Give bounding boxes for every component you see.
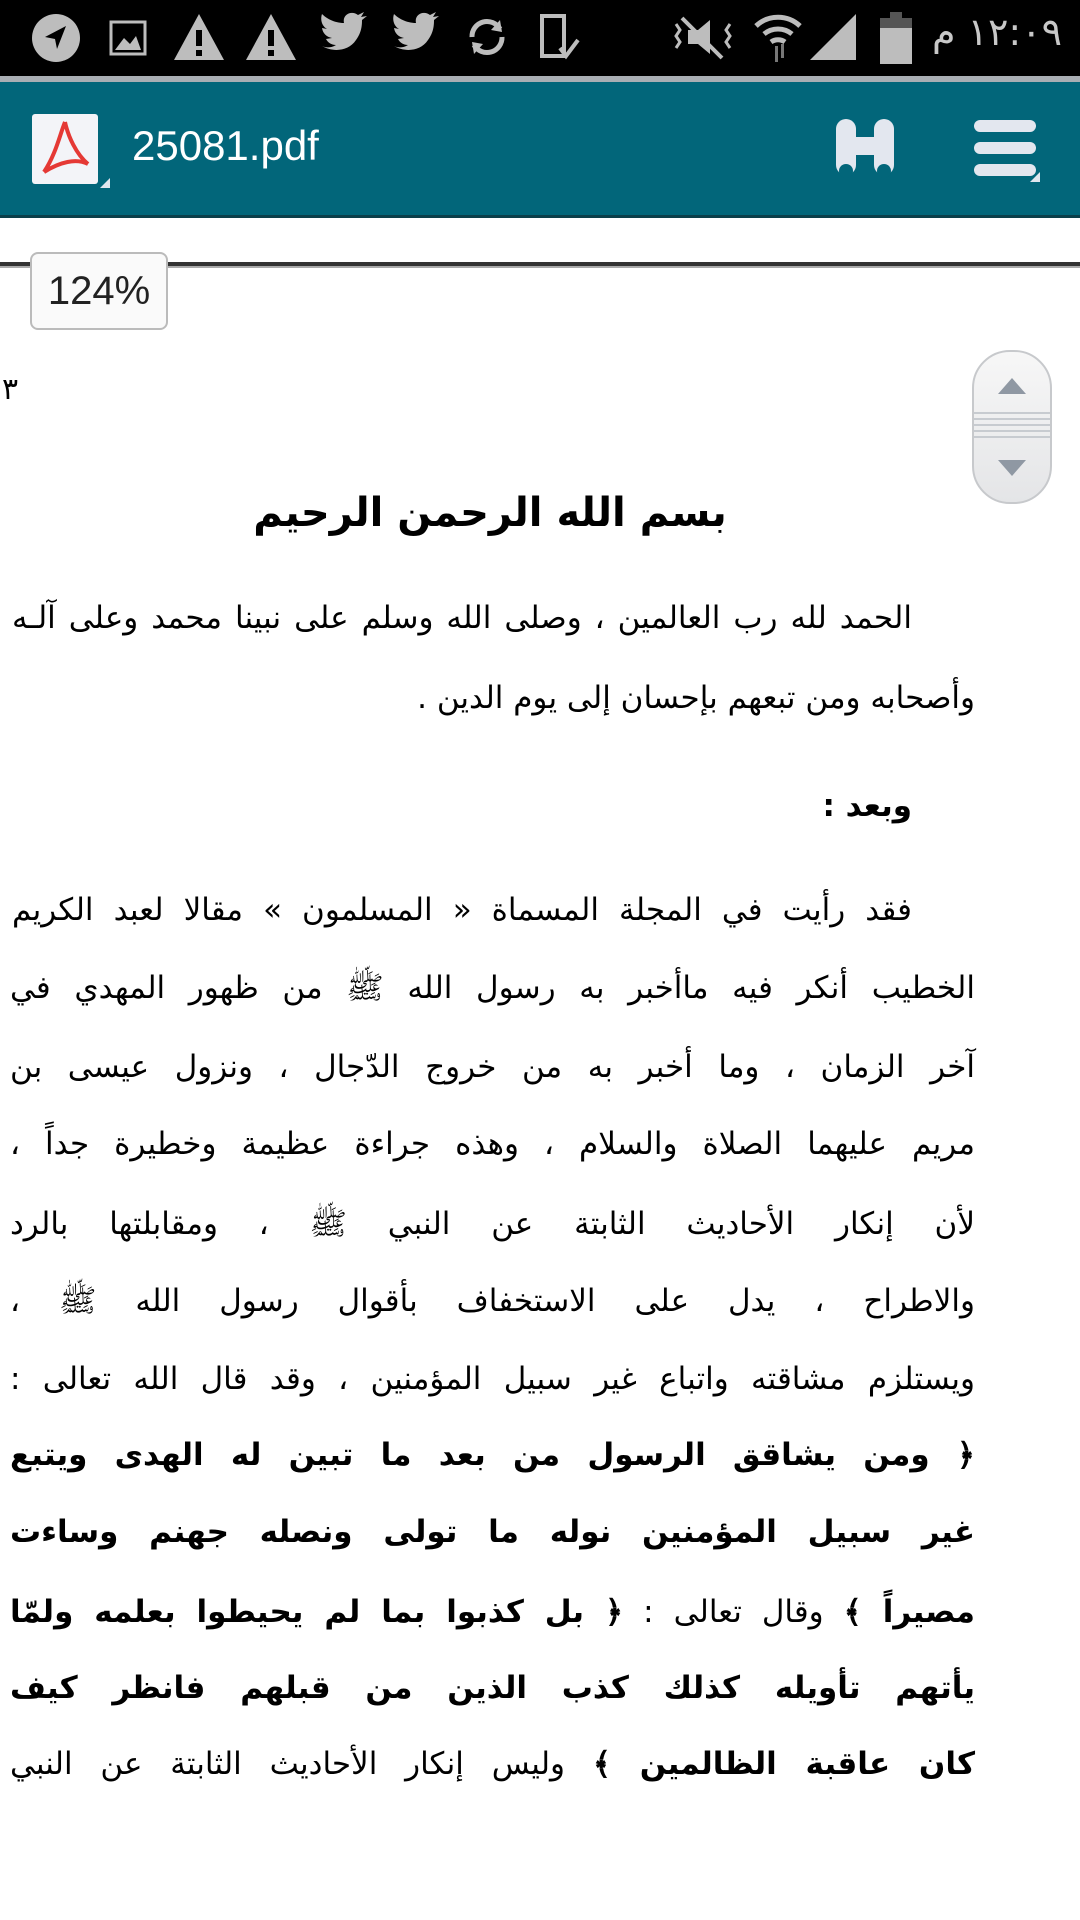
scroll-down-icon[interactable]: [998, 460, 1026, 476]
twitter-icon: [390, 12, 440, 62]
text-line: [10, 1514, 975, 1550]
document-heading: بسم الله الرحمن الرحيم: [253, 490, 727, 536]
text-segment: كان عاقبة الظالمين ﴾: [592, 1746, 975, 1782]
text-line: [12, 892, 912, 928]
menu-icon[interactable]: [974, 120, 1036, 186]
file-title: 25081.pdf: [132, 122, 319, 169]
text-segment: لأن إنكار الأحاديث الثابتة عن النبي ﷺ ، ومقابلتها بالرد: [10, 1206, 975, 1242]
text-segment: ﴿ بل كذبوا بما لم يحيطوا بعلمه ولمّا: [10, 1594, 624, 1630]
text-line: [10, 1126, 975, 1162]
text-line: [10, 1282, 975, 1327]
text-line: [10, 969, 975, 1014]
signal-icon: [808, 12, 860, 62]
text-line: [10, 1594, 975, 1630]
page-number: ٣: [2, 372, 19, 407]
text-line: [10, 1437, 975, 1473]
navigation-icon: [30, 12, 82, 62]
sync-icon: [462, 12, 512, 62]
vibrate-mute-icon: [672, 12, 736, 62]
device-check-icon: [538, 12, 582, 62]
warning-icon: [172, 12, 226, 62]
page-scroll-control[interactable]: [972, 350, 1052, 504]
scroll-up-icon[interactable]: [998, 378, 1026, 394]
pdf-file-icon[interactable]: [32, 114, 98, 184]
text-segment: وقال تعالى :: [623, 1594, 844, 1630]
text-line: [10, 1746, 975, 1782]
zoom-level-indicator[interactable]: 124%: [30, 252, 168, 330]
warning-icon: [244, 12, 298, 62]
text-segment: مصيراً ﴾: [843, 1594, 975, 1630]
text-segment: الخطيب أنكر فيه ماأخبر به رسول الله ﷺ من ظهور المهدي في: [10, 970, 975, 1006]
text-line: [10, 1205, 975, 1250]
wifi-icon: [752, 12, 804, 62]
text-segment: ويستلزم مشاقته واتباع غير سبيل المؤمنين ، وقد قال الله تعالى :: [10, 1361, 975, 1397]
twitter-icon: [318, 12, 368, 62]
text-segment: وأصحابه ومن تبعهم بإحسان إلى يوم الدين .: [417, 680, 975, 716]
text-line: [12, 600, 912, 636]
battery-icon: [878, 12, 914, 62]
text-segment: مريم عليهما الصلاة والسلام ، وهذه جراءة عظيمة وخطيرة جداً ،: [10, 1126, 975, 1162]
text-line: [12, 788, 912, 824]
text-segment: غير سبيل المؤمنين نوله ما تولى ونصله جهنم وساءت: [10, 1514, 975, 1550]
text-segment: فقد رأيت في المجلة المسماة « المسلمون » مقالا لعبد الكريم: [12, 892, 912, 928]
text-segment: وبعد :: [822, 788, 912, 824]
text-line: [10, 1670, 975, 1706]
clock: ١٢:٠٩ م: [931, 10, 1062, 54]
text-line: [10, 1361, 975, 1397]
text-segment: وليس إنكار الأحاديث الثابتة عن النبي: [10, 1746, 593, 1782]
dropdown-corner-icon: [100, 178, 110, 188]
text-segment: الحمد لله رب العالمين ، وصلى الله وسلم على نبينا محمد وعلى آلـه: [12, 600, 912, 636]
app-bar: [0, 82, 1080, 218]
search-binoculars-icon[interactable]: [834, 117, 896, 185]
text-segment: آخر الزمان ، وما أخبر به من خروج الدّجال ، ونزول عيسى بن: [10, 1049, 975, 1085]
text-segment: يأتهم تأويله كذلك كذب الذين من قبلهم فانظر كيف: [10, 1670, 975, 1706]
scroll-grip[interactable]: [974, 412, 1050, 442]
dropdown-corner-icon: [1030, 172, 1040, 182]
text-segment: والاطراح ، يدل على الاستخفاف بأقوال رسول الله ﷺ ،: [10, 1283, 975, 1319]
text-line: [10, 1049, 975, 1085]
text-line: [10, 680, 975, 716]
status-bar: [0, 0, 1080, 76]
gallery-icon: [108, 12, 148, 62]
text-segment: ﴿ ومن يشاقق الرسول من بعد ما تبين له الهدى ويتبع: [10, 1437, 975, 1473]
